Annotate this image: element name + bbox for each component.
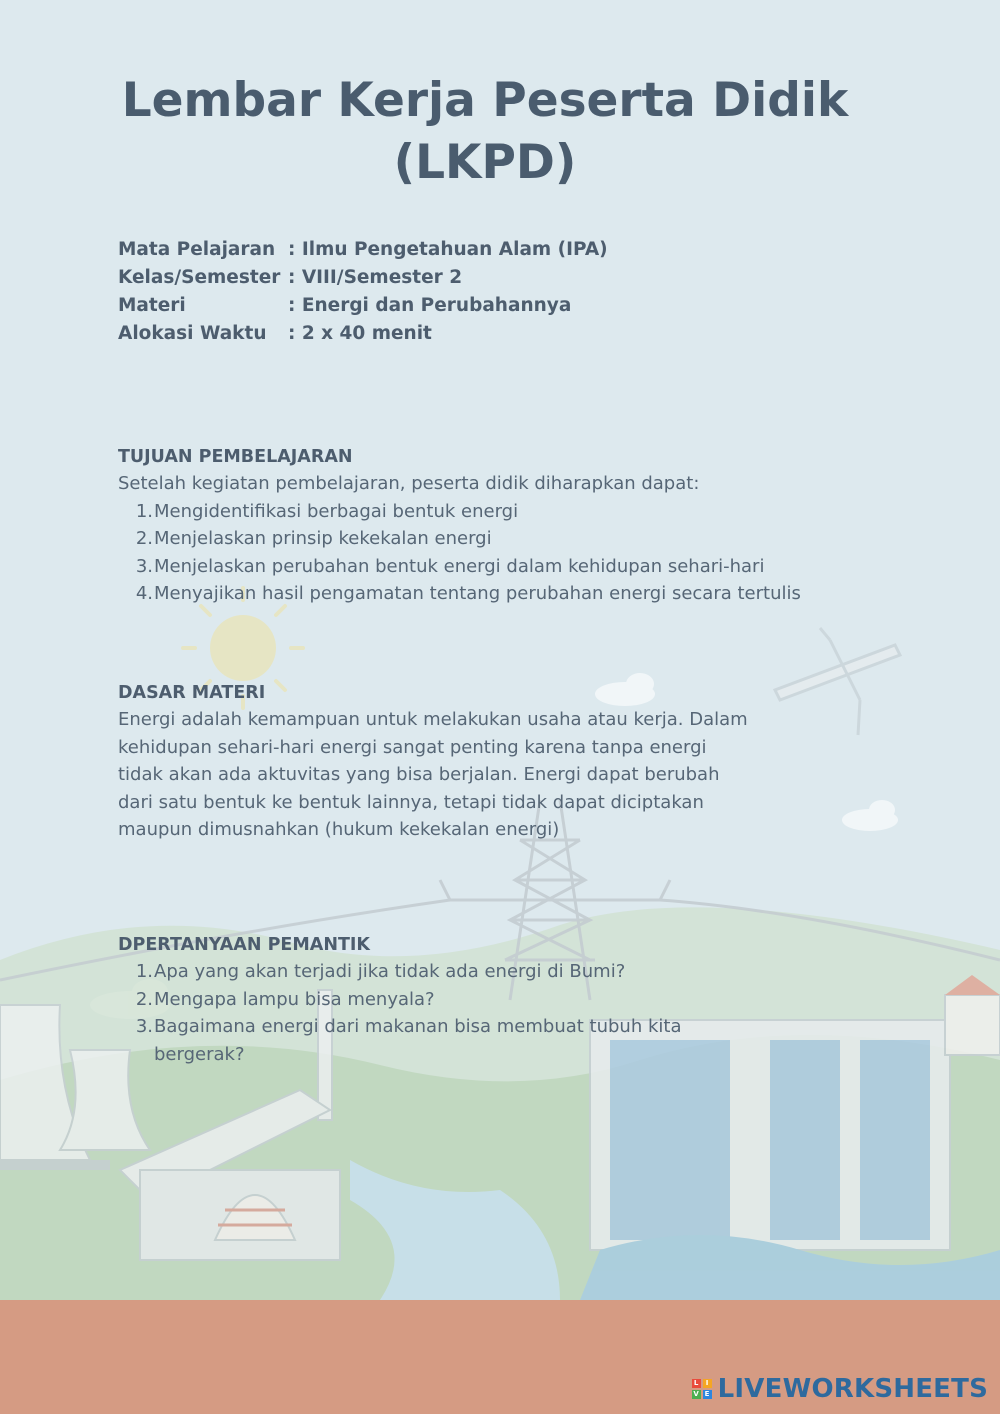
info-value: : Energi dan Perubahannya xyxy=(288,295,572,316)
info-row xyxy=(118,320,608,348)
list-text: Menjelaskan prinsip kekekalan energi xyxy=(154,528,492,549)
list-text xyxy=(154,1013,681,1068)
paragraph-line: tidak akan ada aktuvitas yang bisa berjalan. Energi dapat berubah xyxy=(118,764,720,785)
page-title xyxy=(0,70,970,194)
list-item xyxy=(118,580,918,608)
logo-letter: L xyxy=(692,1379,701,1388)
list-number: 4. xyxy=(135,583,153,604)
section-heading: DASAR MATERI xyxy=(118,683,266,703)
paragraph-line: maupun dimusnahkan (hukum kekekalan energi) xyxy=(118,819,560,840)
brand-name: LIVEWORKSHEETS xyxy=(717,1374,988,1404)
liveworksheets-logo-icon xyxy=(692,1379,712,1399)
title-line-1: Lembar Kerja Peserta Didik xyxy=(121,73,849,128)
trigger-questions-section xyxy=(118,932,918,1068)
section-intro: Setelah kegiatan pembelajaran, peserta didik diharapkan dapat: xyxy=(118,473,700,494)
list-number: 3. xyxy=(135,1016,153,1037)
paragraph-line: Energi adalah kemampuan untuk melakukan usaha atau kerja. Dalam xyxy=(118,709,748,730)
list-text: Menjelaskan perubahan bentuk energi dalam kehidupan sehari-hari xyxy=(154,555,765,577)
info-value: : 2 x 40 menit xyxy=(288,323,432,344)
info-row xyxy=(118,292,608,320)
liveworksheets-brand xyxy=(692,1374,988,1404)
list-text: Menyajikan hasil pengamatan tentang perubahan energi secara tertulis xyxy=(154,583,801,604)
objectives-list xyxy=(118,498,918,608)
list-item xyxy=(118,986,918,1014)
info-value: : VIII/Semester 2 xyxy=(288,267,463,288)
lesson-info xyxy=(118,236,608,348)
title-line-2: (LKPD) xyxy=(393,135,577,190)
list-text-line: Bagaimana energi dari makanan bisa membuat tubuh kita xyxy=(154,1016,682,1037)
list-text: Apa yang akan terjadi jika tidak ada energi di Bumi? xyxy=(154,961,626,982)
info-row xyxy=(118,264,608,292)
questions-list xyxy=(118,958,918,1068)
list-number: 1. xyxy=(135,961,153,982)
basic-material-section xyxy=(118,680,918,844)
list-number: 2. xyxy=(135,528,153,549)
info-label: Alokasi Waktu xyxy=(118,323,267,344)
paragraph-line: dari satu bentuk ke bentuk lainnya, tetapi tidak dapat diciptakan xyxy=(118,791,704,813)
list-item xyxy=(118,553,918,581)
info-label: Kelas/Semester xyxy=(118,267,281,288)
logo-letter: V xyxy=(693,1390,699,1398)
list-item xyxy=(118,1013,918,1068)
list-number: 1. xyxy=(135,500,153,522)
section-heading: DPERTANYAAN PEMANTIK xyxy=(118,935,370,955)
list-text-line: bergerak? xyxy=(154,1043,245,1065)
info-value: : Ilmu Pengetahuan Alam (IPA) xyxy=(288,239,608,260)
paragraph-line: kehidupan sehari-hari energi sangat penting karena tanpa energi xyxy=(118,736,707,758)
list-number: 3. xyxy=(135,555,153,577)
list-number: 2. xyxy=(135,988,153,1010)
info-row xyxy=(118,236,608,264)
info-label: Mata Pelajaran xyxy=(118,239,276,260)
list-item xyxy=(118,958,918,986)
list-item xyxy=(118,525,918,553)
logo-letter: E xyxy=(703,1390,712,1399)
section-heading: TUJUAN PEMBELAJARAN xyxy=(118,447,353,467)
logo-letter: I xyxy=(703,1379,712,1388)
list-text: Mengapa lampu bisa menyala? xyxy=(154,988,435,1010)
list-text: Mengidentifikasi berbagai bentuk energi xyxy=(154,500,519,522)
learning-objectives-section xyxy=(118,444,918,608)
list-item xyxy=(118,498,918,526)
info-label: Materi xyxy=(118,295,186,316)
